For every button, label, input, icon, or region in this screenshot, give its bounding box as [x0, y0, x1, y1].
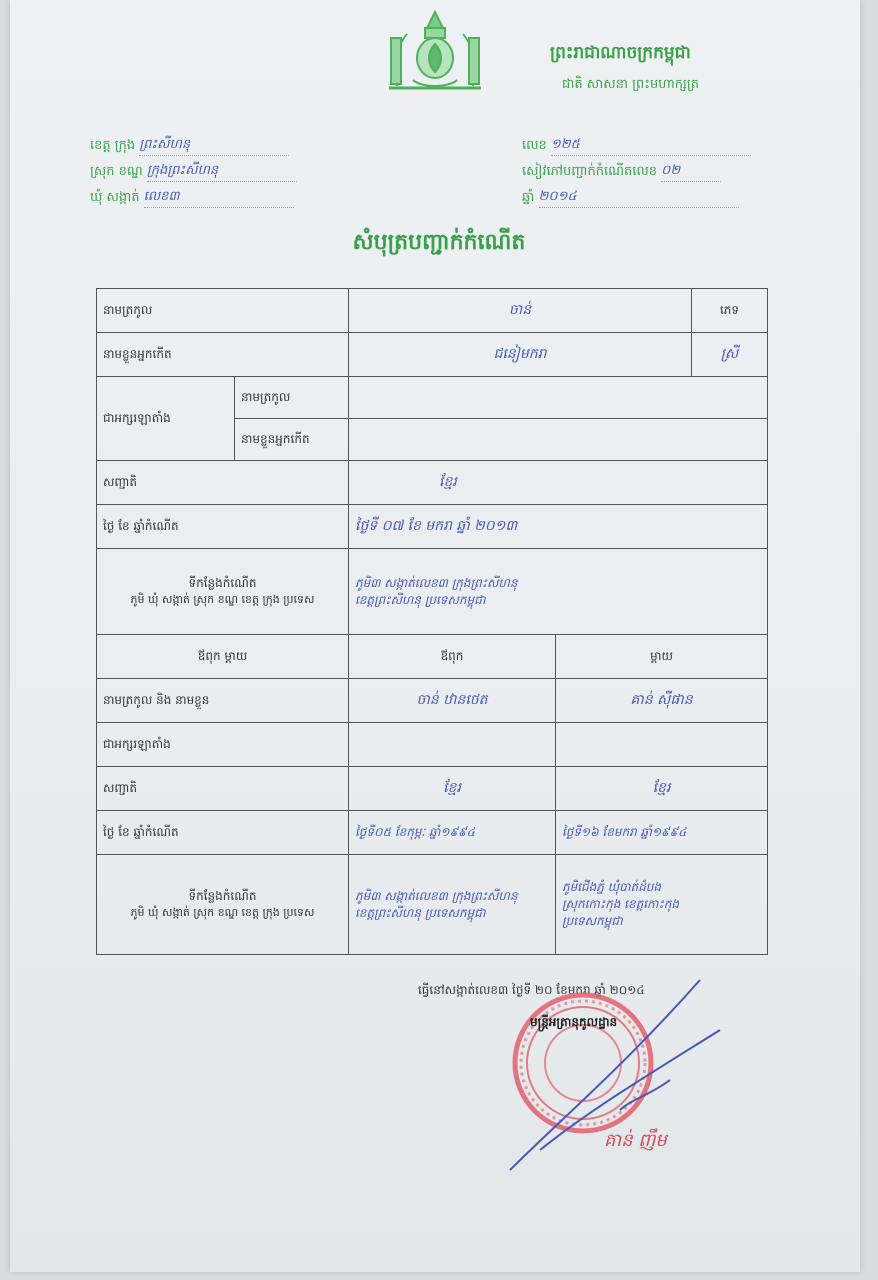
book-number-value: ០២ [661, 163, 681, 178]
mother-pob-line3: ប្រទេសកម្ពុជា [562, 914, 623, 928]
province-label: ខេត្ត ក្រុង [90, 138, 136, 153]
child-nationality-row [97, 461, 768, 505]
father-pob-line1: ភូមិ៣ សង្កាត់លេខ៣ ក្រុងព្រះសីហនុ [355, 888, 518, 903]
child-surname-value: ចាន់ [349, 289, 692, 333]
national-motto: ជាតិ សាសនា ព្រះមហាក្សត្រ [562, 77, 699, 92]
document-title: សំបុត្របញ្ជាក់កំណើត [352, 230, 526, 255]
parents-pob-row [97, 855, 768, 955]
commune-value: លេខ៣ [143, 189, 180, 204]
parents-pob-label: ទីកន្លែងកំណើត [188, 888, 257, 903]
child-pob-label-cell [97, 549, 349, 635]
child-latin-surname-row [97, 377, 768, 419]
child-surname-row [97, 289, 768, 333]
child-latin-label: ជាអក្សរឡាតាំង [97, 377, 235, 461]
mother-pob-line2: ស្រុកកោះកុង ខេត្តកោះកុង [562, 897, 679, 911]
child-dob-value: ថ្ងៃទី ០៧ ខែ មករា ឆ្នាំ ២០១៣ [349, 505, 768, 549]
father-name-value: ចាន់ ឋានថេត [349, 679, 556, 723]
child-given-label: នាមខ្លួនអ្នកកើត [97, 333, 349, 377]
child-given-value: ជនៀមករា [349, 333, 692, 377]
registrar-title: មន្ត្រីអត្រានុកូលដ្ឋាន [530, 1015, 618, 1029]
child-given-name-row [97, 333, 768, 377]
child-latin-given-value [349, 419, 768, 461]
father-pob-cell [349, 855, 556, 955]
commune-field [90, 188, 294, 208]
district-value: ក្រុងព្រះសីហនុ [146, 163, 219, 178]
child-latin-surname-value [349, 377, 768, 419]
child-nationality-value: ខ្មែរ [349, 461, 768, 505]
district-label: ស្រុក ខណ្ឌ [90, 164, 143, 179]
parents-dob-row [97, 811, 768, 855]
father-latin-value [349, 723, 556, 767]
royal-emblem-icon [375, 8, 495, 96]
parents-latin-label: ជាអក្សរឡាតាំង [97, 723, 349, 767]
child-latin-surname-label: នាមត្រកូល [235, 377, 349, 419]
mother-name-value: គាន់ ស៊ីផាន [556, 679, 768, 723]
number-value: ១២៥ [550, 137, 580, 152]
parents-name-label: នាមត្រកូល និង នាមខ្លួន [97, 679, 349, 723]
father-header: ឪពុក [349, 635, 556, 679]
mother-pob-cell [556, 855, 768, 955]
child-pob-row [97, 549, 768, 635]
year-label: ឆ្នាំ [522, 190, 535, 205]
child-latin-given-label: នាមខ្លួនអ្នកកើត [235, 419, 349, 461]
signer-name: គាន់ ញឹម [604, 1130, 667, 1151]
province-value: ព្រះសីហនុ [139, 137, 191, 152]
child-pob-value-cell [349, 549, 768, 635]
child-dob-row [97, 505, 768, 549]
mother-header: ម្ដាយ [556, 635, 768, 679]
parents-latin-row [97, 723, 768, 767]
child-pob-line1: ភូមិ៣ សង្កាត់លេខ៣ ក្រុងព្រះសីហនុ [355, 575, 518, 590]
parents-header-row [97, 635, 768, 679]
year-field [522, 188, 739, 208]
number-field [522, 136, 751, 156]
sex-label: ភេទ [692, 289, 768, 333]
issued-place-date: ធ្វើនៅសង្កាត់លេខ៣ ថ្ងៃទី ២០ ខែមករា ឆ្នាំ ២០១៤ [418, 983, 645, 997]
father-nationality-value: ខ្មែរ [349, 767, 556, 811]
child-pob-sublabel: ភូមិ ឃុំ សង្កាត់ ស្រុក ខណ្ឌ ខេត្ត ក្រុង ប្រទេស [130, 592, 315, 606]
parents-dob-label: ថ្ងៃ ខែ ឆ្នាំកំណើត [97, 811, 349, 855]
child-pob-label: ទីកន្លែងកំណើត [188, 575, 257, 590]
sex-value: ស្រី [692, 333, 768, 377]
mother-pob-line1: ភូមិជើងភ្នំ ឃុំបាត់ដំបង [562, 880, 662, 894]
kingdom-heading: ព្រះរាជាណាចក្រកម្ពុជា [550, 43, 691, 63]
father-dob-value: ថ្ងៃទី០៥ ខែកុម្ភៈ ឆ្នាំ១៩៩៤ [349, 811, 556, 855]
number-label: លេខ [522, 138, 547, 153]
book-number-label: សៀវភៅបញ្ជាក់កំណើតលេខ [522, 164, 658, 179]
child-dob-label: ថ្ងៃ ខែ ឆ្នាំកំណើត [97, 505, 349, 549]
commune-label: ឃុំ សង្កាត់ [90, 190, 140, 205]
year-value: ២០១៤ [538, 189, 577, 204]
father-pob-line2: ខេត្តព្រះសីហនុ ប្រទេសកម្ពុជា [355, 905, 486, 920]
parents-pob-sublabel: ភូមិ ឃុំ សង្កាត់ ស្រុក ខណ្ឌ ខេត្ត ក្រុង ប្រទេស [130, 905, 315, 919]
district-field [90, 162, 297, 182]
mother-nationality-value: ខ្មែរ [556, 767, 768, 811]
parents-nationality-row [97, 767, 768, 811]
parents-nationality-label: សញ្ជាតិ [97, 767, 349, 811]
mother-dob-value: ថ្ងៃទី១៦ ខែមករា ឆ្នាំ១៩៩៤ [556, 811, 768, 855]
parents-pob-label-cell [97, 855, 349, 955]
province-field [90, 136, 289, 156]
birth-record-table [96, 288, 768, 955]
mother-latin-value [556, 723, 768, 767]
book-number-field [522, 162, 721, 182]
child-nationality-label: សញ្ជាតិ [97, 461, 349, 505]
parents-header-label: ឪពុក ម្ដាយ [97, 635, 349, 679]
child-pob-line2: ខេត្តព្រះសីហនុ ប្រទេសកម្ពុជា [355, 592, 486, 607]
parents-name-row [97, 679, 768, 723]
child-surname-label: នាមត្រកូល [97, 289, 349, 333]
